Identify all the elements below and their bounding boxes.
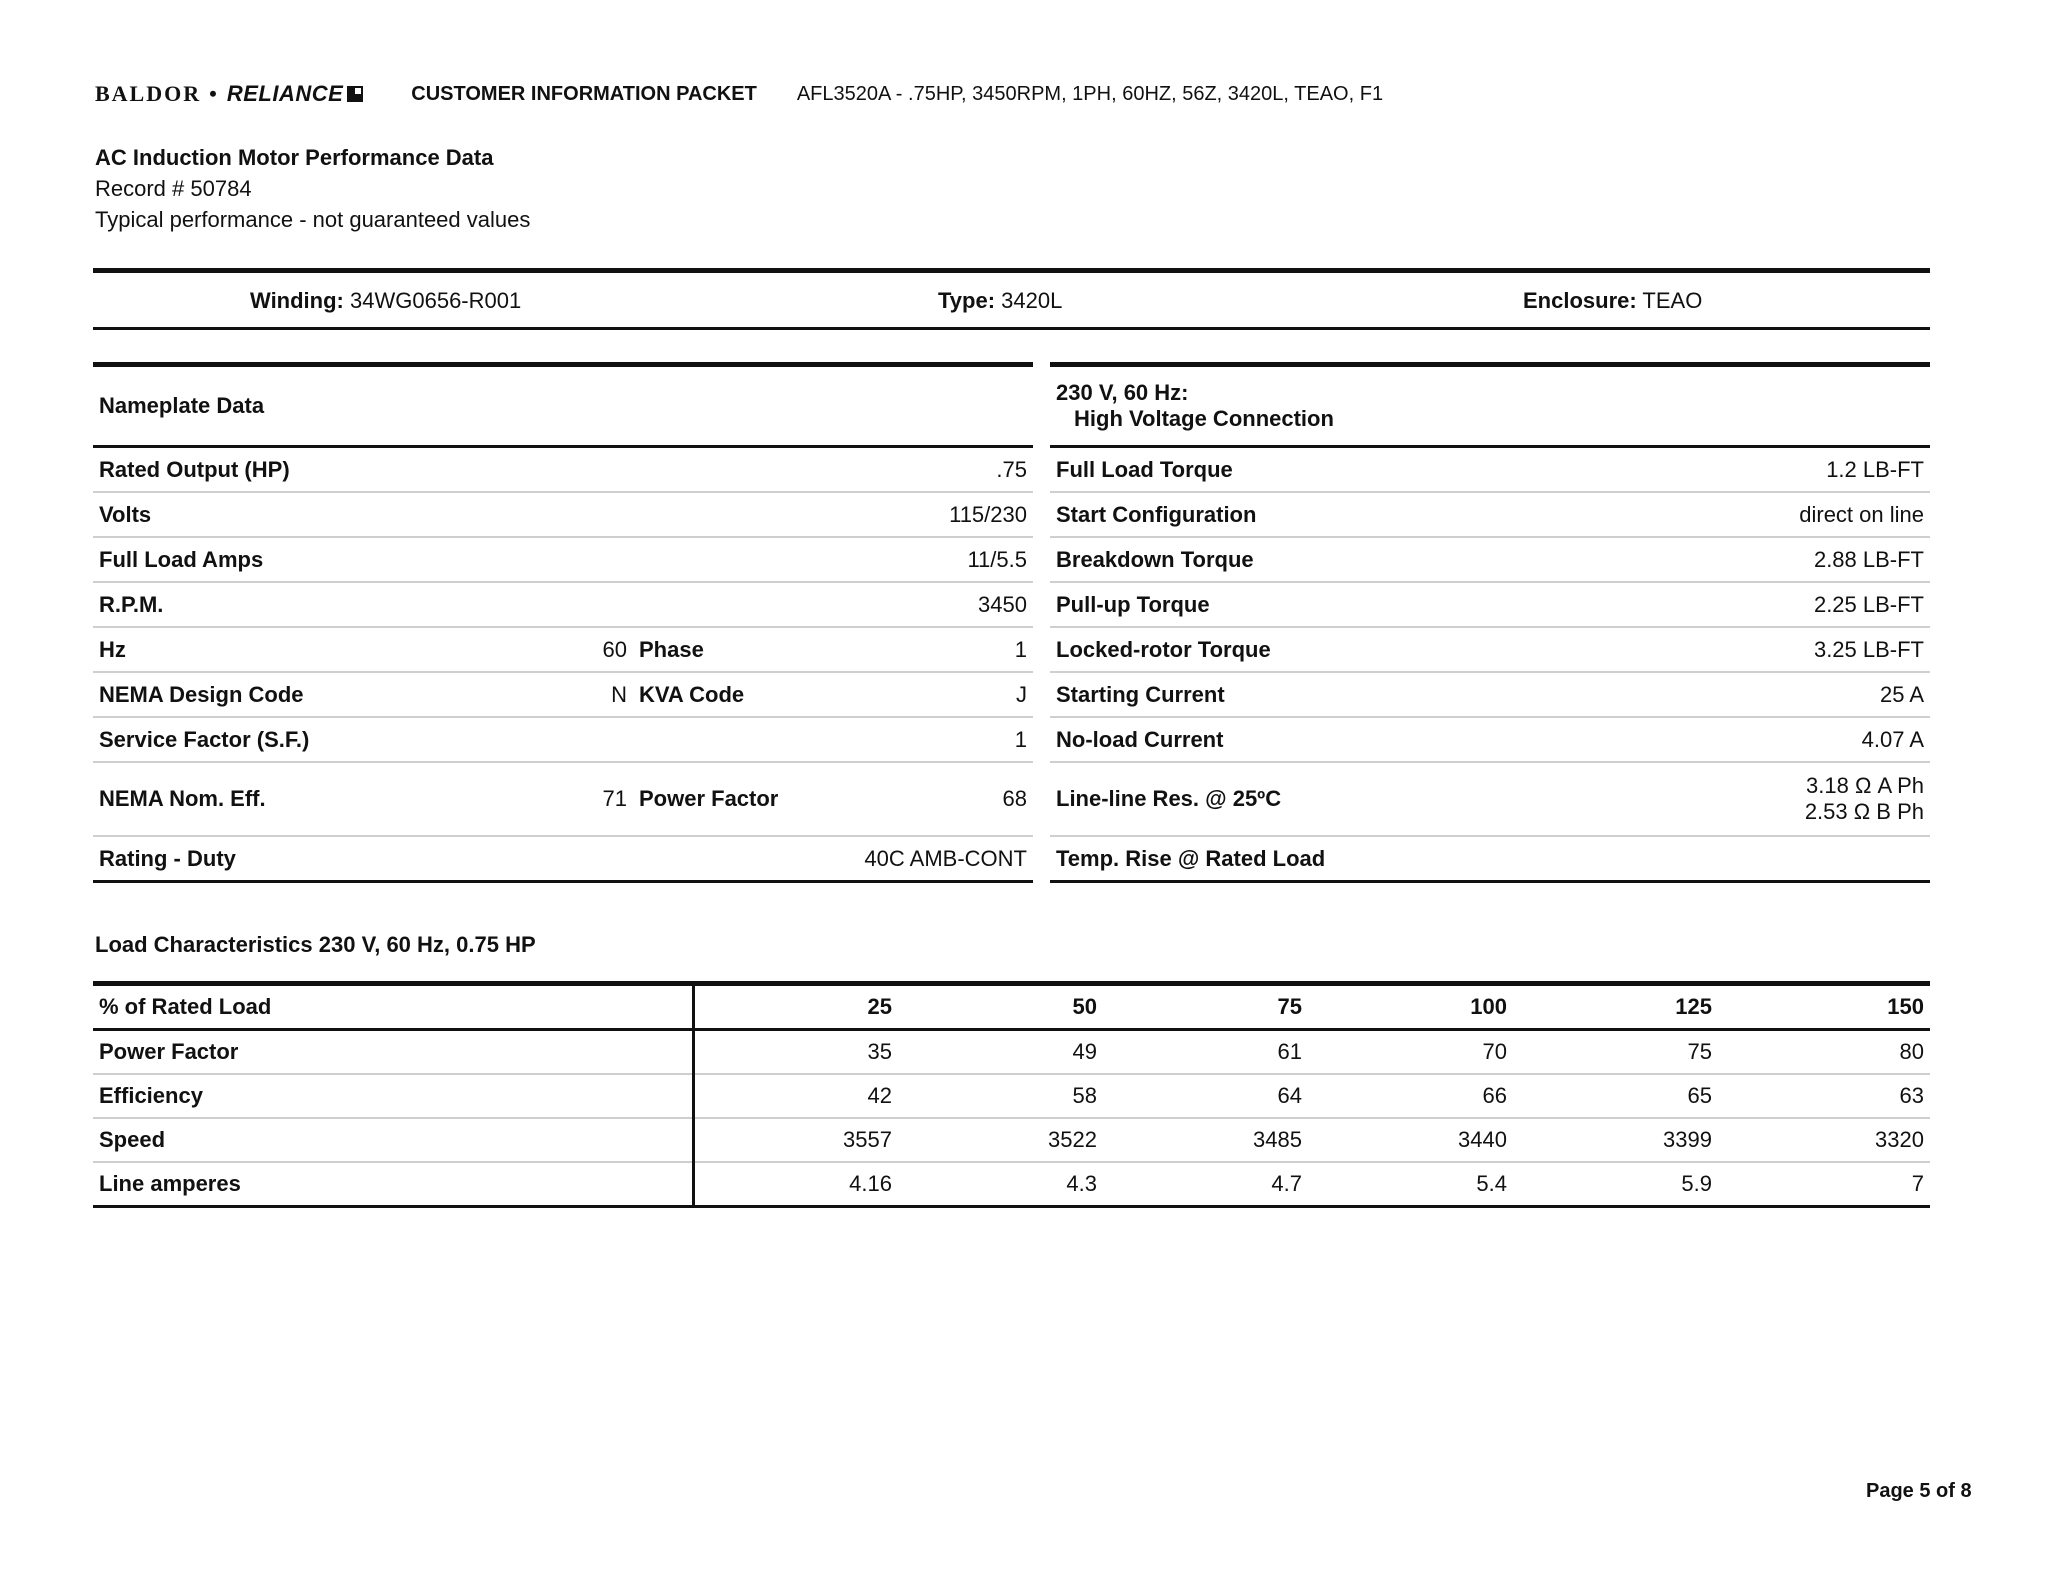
- row-label: Efficiency: [93, 1074, 693, 1118]
- table-row: [93, 1118, 1930, 1162]
- packet-title: CUSTOMER INFORMATION PACKET: [411, 82, 757, 105]
- table-row: [93, 1030, 1930, 1075]
- nameplate-heading: Nameplate Data: [93, 365, 1033, 447]
- table-cell: 66: [1308, 1074, 1513, 1118]
- performance-table: [1050, 362, 1930, 883]
- winding-bar: [93, 268, 1930, 330]
- table-cell: 61: [1103, 1030, 1308, 1075]
- load-header-cell: 125: [1513, 984, 1718, 1030]
- load-characteristics-title: Load Characteristics 230 V, 60 Hz, 0.75 HP: [95, 932, 536, 957]
- row-value: 40C AMB-CONT: [864, 845, 1027, 871]
- table-row: [93, 492, 1033, 537]
- performance-heading-line1: 230 V, 60 Hz:: [1056, 380, 1189, 405]
- row-label: Rated Output (HP): [93, 447, 633, 493]
- table-row: [93, 1074, 1930, 1118]
- table-row: [1050, 762, 1930, 836]
- table-row: [1050, 447, 1930, 493]
- winding-cell: [250, 288, 521, 314]
- row-label: Start Configuration: [1050, 492, 1570, 537]
- baldor-reliance-logo: [95, 81, 363, 107]
- record-number: Record # 50784: [95, 176, 252, 201]
- row-label: No-load Current: [1050, 717, 1570, 762]
- row-label: Power Factor: [93, 1030, 693, 1075]
- table-cell: 7: [1911, 1171, 1924, 1196]
- table-row: [93, 537, 1033, 582]
- row-label: Hz: [93, 627, 593, 672]
- performance-heading-row: [1050, 365, 1930, 447]
- table-cell: 64: [1103, 1074, 1308, 1118]
- table-cell: 5.4: [1476, 1171, 1507, 1196]
- table-cell: 3440: [1308, 1118, 1513, 1162]
- table-row: [93, 627, 1033, 672]
- table-cell: 3485: [1103, 1118, 1308, 1162]
- row-value: 2.88 LB-FT: [1570, 537, 1930, 582]
- table-row: [1050, 492, 1930, 537]
- row-value-2: 68: [923, 762, 1033, 836]
- row-label: Line-line Res. @ 25ºC: [1050, 762, 1570, 836]
- table-row: [93, 1162, 1930, 1207]
- enclosure-cell: [1523, 288, 1702, 314]
- logo-separator: •: [209, 81, 219, 106]
- table-cell: 42: [693, 1074, 898, 1118]
- table-row: [93, 447, 1033, 493]
- table-cell: 63: [1718, 1074, 1930, 1118]
- table-cell: 35: [693, 1030, 898, 1075]
- row-value: 4.07 A: [1570, 717, 1930, 762]
- document-header: [95, 74, 1945, 114]
- table-cell: 4.16: [849, 1171, 892, 1196]
- row-label: Breakdown Torque: [1050, 537, 1570, 582]
- doc-title: AC Induction Motor Performance Data: [95, 145, 494, 170]
- type-label: Type:: [938, 288, 996, 313]
- row-label: NEMA Design Code: [93, 672, 593, 717]
- row-value: [1570, 762, 1930, 836]
- load-header-cell: 75: [1103, 984, 1308, 1030]
- row-value: 1.2 LB-FT: [1570, 447, 1930, 493]
- table-row: [93, 672, 1033, 717]
- logo-baldor-text: BALDOR: [95, 81, 202, 106]
- enclosure-label: Enclosure:: [1523, 288, 1637, 313]
- table-row: [1050, 537, 1930, 582]
- table-cell: 4.7: [1271, 1171, 1302, 1196]
- row-value: 60: [593, 627, 633, 672]
- row-label: Service Factor (S.F.): [93, 717, 633, 762]
- table-cell: 3399: [1513, 1118, 1718, 1162]
- table-cell: 3320: [1718, 1118, 1930, 1162]
- table-cell: 75: [1513, 1030, 1718, 1075]
- row-label: Speed: [93, 1118, 693, 1162]
- nameplate-heading-row: [93, 365, 1033, 447]
- performance-note: Typical performance - not guaranteed values: [95, 207, 531, 232]
- load-header-cell: 25: [693, 984, 898, 1030]
- type-cell: [938, 288, 1062, 314]
- table-cell: 5.9: [1681, 1171, 1712, 1196]
- intro-block: [95, 142, 530, 235]
- load-header-label: % of Rated Load: [93, 984, 693, 1030]
- table-cell: 70: [1308, 1030, 1513, 1075]
- resistance-b-phase: 2.53 Ω B Ph: [1804, 799, 1924, 824]
- row-label: Starting Current: [1050, 672, 1570, 717]
- row-value: [1570, 836, 1930, 882]
- row-label: Temp. Rise @ Rated Load: [1056, 845, 1326, 871]
- table-row: [1050, 627, 1930, 672]
- logo-mark-icon: [347, 86, 363, 102]
- table-cell: 3557: [693, 1118, 898, 1162]
- row-value: 115/230: [633, 492, 1033, 537]
- table-row: [1050, 672, 1930, 717]
- table-cell: 65: [1513, 1074, 1718, 1118]
- row-label: Volts: [93, 492, 633, 537]
- table-row: [93, 582, 1033, 627]
- table-row: [1050, 717, 1930, 762]
- row-value: .75: [633, 447, 1033, 493]
- row-value: 2.25 LB-FT: [1570, 582, 1930, 627]
- row-label: Pull-up Torque: [1050, 582, 1570, 627]
- row-value: 3450: [633, 582, 1033, 627]
- nameplate-table: [93, 362, 1033, 883]
- row-label-2: Power Factor: [633, 762, 923, 836]
- winding-value: 34WG0656-R001: [350, 288, 522, 313]
- table-cell: 58: [898, 1074, 1103, 1118]
- table-row: [1050, 836, 1930, 882]
- performance-heading-line2: High Voltage Connection: [1074, 406, 1334, 431]
- row-label: Line amperes: [93, 1162, 693, 1207]
- row-value: 3.25 LB-FT: [1570, 627, 1930, 672]
- table-cell: 80: [1718, 1030, 1930, 1075]
- performance-heading: [1050, 365, 1930, 447]
- row-label: Full Load Torque: [1050, 447, 1570, 493]
- table-row: [93, 762, 1033, 836]
- load-header-cell: 50: [898, 984, 1103, 1030]
- row-label: Full Load Amps: [93, 537, 633, 582]
- logo-reliance-text: RELIANCE: [226, 81, 344, 106]
- row-value-2: 1: [923, 627, 1033, 672]
- row-label: Rating - Duty: [99, 845, 236, 871]
- enclosure-value: TEAO: [1642, 288, 1703, 313]
- row-label: R.P.M.: [93, 582, 633, 627]
- row-value: 71: [593, 762, 633, 836]
- row-label: NEMA Nom. Eff.: [93, 762, 593, 836]
- table-row: [93, 717, 1033, 762]
- winding-label: Winding:: [250, 288, 344, 313]
- type-value: 3420L: [1001, 288, 1063, 313]
- table-row: [1050, 582, 1930, 627]
- row-value: 25 A: [1570, 672, 1930, 717]
- row-value: N: [593, 672, 633, 717]
- row-value: direct on line: [1570, 492, 1930, 537]
- page-number: Page 5 of 8: [1866, 1480, 1972, 1502]
- table-row: [93, 836, 1033, 882]
- table-cell: 49: [898, 1030, 1103, 1075]
- row-label-2: KVA Code: [633, 672, 923, 717]
- load-header-cell: 150: [1718, 984, 1930, 1030]
- row-label-2: Phase: [633, 627, 923, 672]
- load-characteristics-table: [93, 981, 1930, 1208]
- row-label: Locked-rotor Torque: [1050, 627, 1570, 672]
- table-cell: 4.3: [1066, 1171, 1097, 1196]
- model-description: AFL3520A - .75HP, 3450RPM, 1PH, 60HZ, 56Z, 3420L, TEAO, F1: [796, 82, 1384, 105]
- row-value: 11/5.5: [633, 537, 1033, 582]
- table-cell: 3522: [898, 1118, 1103, 1162]
- row-value: 1: [633, 717, 1033, 762]
- load-header-row: [93, 984, 1930, 1030]
- row-value-2: J: [923, 672, 1033, 717]
- load-header-cell: 100: [1308, 984, 1513, 1030]
- resistance-a-phase: 3.18 Ω A Ph: [1806, 773, 1924, 798]
